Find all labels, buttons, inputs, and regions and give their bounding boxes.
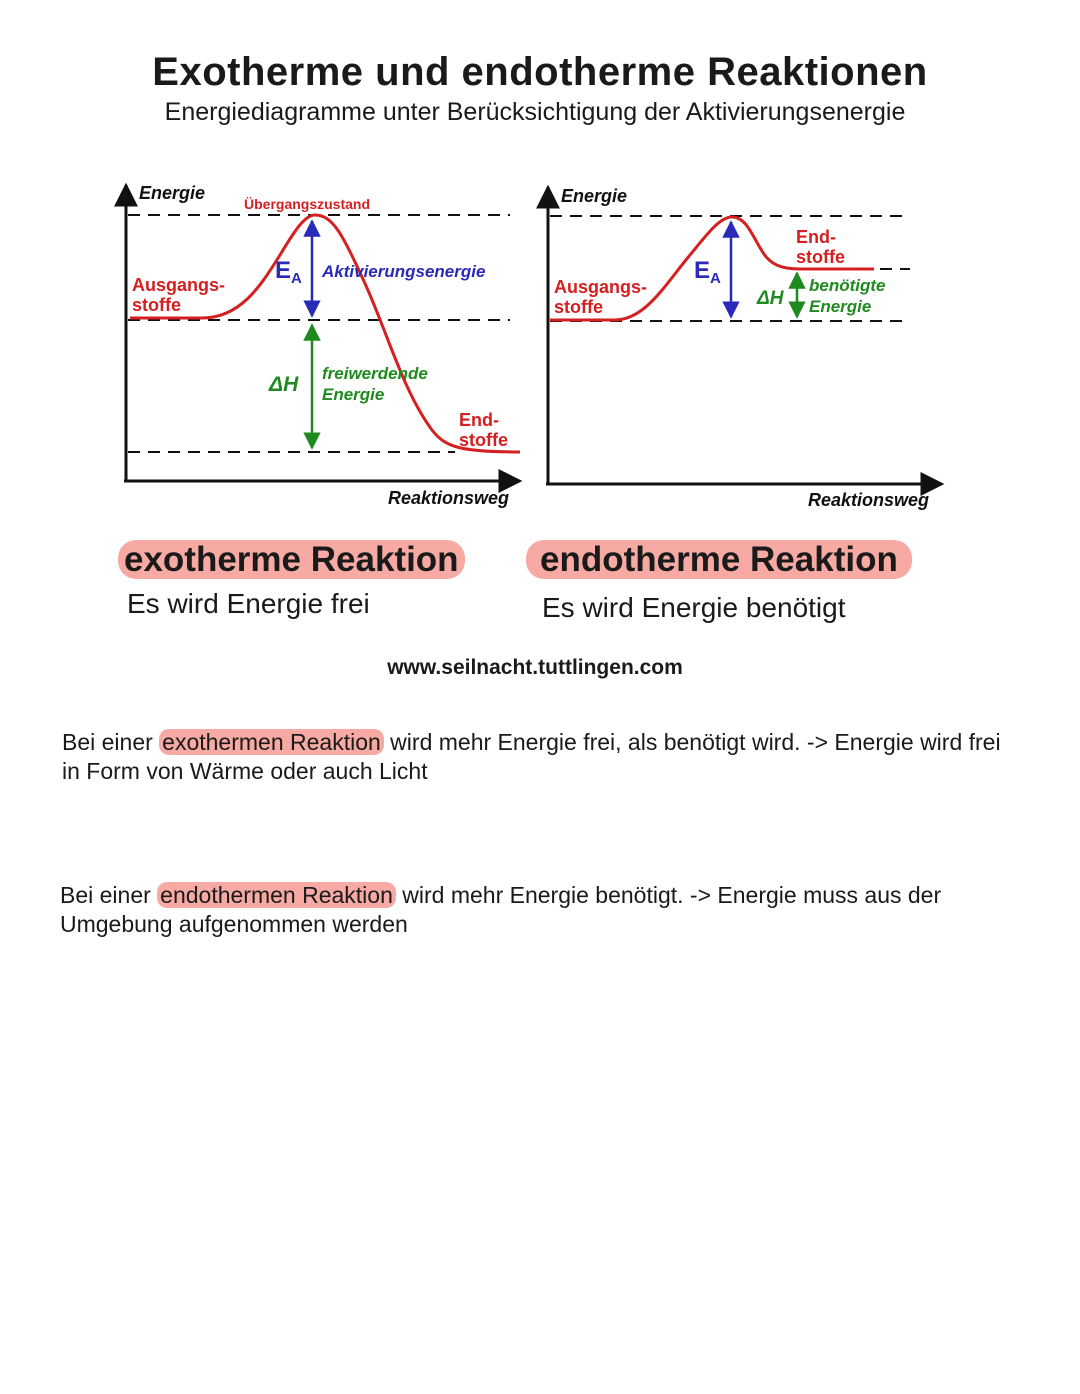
endo-educt-label-1: Ausgangs- [554, 277, 648, 297]
page-subtitle: Energiediagramme unter Berücksichtigung der Aktivierungsenergie [164, 98, 906, 126]
endo-reaction-title-text: endotherme Reaktion [526, 540, 912, 579]
exo-explanation-rest: wird mehr Energie frei, als benötigt wird. -> Energie wird frei in Form von Wärme oder auch Licht [62, 729, 1001, 784]
endo-required-label-2: Energie [809, 297, 872, 316]
exo-explanation-prefix: Bei einer [62, 729, 160, 755]
exo-reaction-caption: Es wird Energie frei [127, 588, 370, 619]
endo-explanation-highlight: endothermen Reaktion [157, 882, 396, 908]
endo-educt-label-2: stoffe [554, 297, 603, 317]
page-title: Exotherme und endotherme Reaktionen [152, 50, 928, 94]
exo-released-label-1: freiwerdende [322, 364, 428, 383]
endo-y-axis-label: Energie [561, 186, 628, 206]
exo-dh-label: ΔH [269, 373, 299, 396]
exo-transition-label: Übergangszustand [244, 196, 371, 212]
exo-ea-label: $E_A$ [275, 257, 302, 287]
endo-explanation [60, 881, 1020, 939]
endo-product-label-1: End- [796, 227, 836, 247]
exo-activation-label: Aktivierungsenergie [322, 262, 486, 281]
source-url: www.seilnacht.tuttlingen.com [387, 656, 683, 679]
energy-diagrams [110, 175, 970, 520]
endo-explanation-rest: wird mehr Energie benötigt. -> Energie muss aus der Umgebung aufgenommen werden [60, 882, 942, 937]
exo-explanation-highlight: exothermen Reaktion [159, 729, 384, 755]
endo-dh-label: ΔH [757, 288, 784, 309]
endo-required-label-1: benötigte [809, 276, 886, 295]
exo-reaction-title [118, 540, 465, 580]
exo-y-axis-label: Energie [139, 183, 206, 203]
exo-product-label-2: stoffe [459, 430, 508, 450]
endo-ea-label: $E_A$ [694, 257, 721, 287]
endothermic-diagram [546, 186, 942, 510]
endo-x-axis-label: Reaktionsweg [808, 490, 930, 510]
endo-reaction-title [526, 540, 912, 580]
endo-product-label-2: stoffe [796, 247, 845, 267]
exo-reaction-title-text: exotherme Reaktion [118, 540, 465, 579]
exo-product-label-1: End- [459, 410, 499, 430]
exo-explanation [62, 728, 1022, 786]
exo-educt-label-2: stoffe [132, 295, 181, 315]
exo-educt-label-1: Ausgangs- [132, 275, 226, 295]
endo-explanation-prefix: Bei einer [60, 882, 158, 908]
exo-x-axis-label: Reaktionsweg [388, 488, 510, 508]
endo-reaction-caption: Es wird Energie benötigt [542, 592, 846, 623]
exothermic-diagram [124, 183, 520, 508]
exo-released-label-2: Energie [322, 385, 385, 404]
